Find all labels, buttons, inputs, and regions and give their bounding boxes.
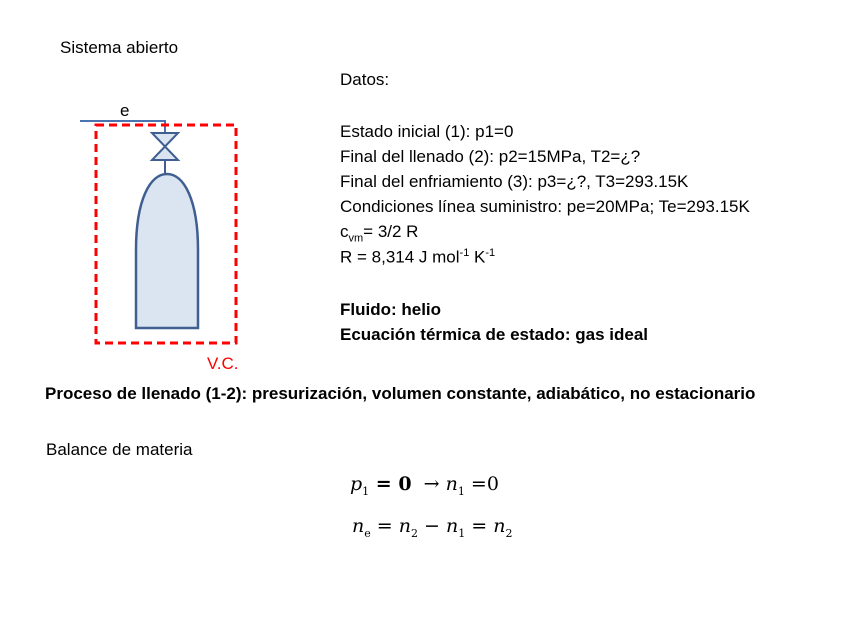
supply-conditions-line: Condiciones línea suministro: pe=20MPa; Te=293.15K xyxy=(340,197,750,216)
eq2-n2-sub: 2 xyxy=(411,526,419,540)
eq1-p: p xyxy=(350,473,363,495)
cvm-value: = 3/2 R xyxy=(363,222,419,241)
cvm-subscript: vm xyxy=(348,232,364,245)
eq2-n2b-sub: 2 xyxy=(505,526,513,540)
end-cooling-line: Final del enfriamiento (3): p3=¿?, T3=293.15K xyxy=(340,172,689,191)
eq1-rhs-value: =0 xyxy=(464,473,499,495)
mass-balance-heading: Balance de materia xyxy=(46,440,193,459)
cvm-symbol: c xyxy=(340,222,349,241)
eq2-ne: n xyxy=(352,515,365,537)
eq2-n2b: n xyxy=(493,515,506,537)
r-exp-k: -1 xyxy=(485,247,496,259)
initial-state-line: Estado inicial (1): p1=0 xyxy=(340,122,514,141)
data-heading: Datos: xyxy=(340,70,390,89)
fluid-line: Fluido: helio xyxy=(340,300,442,319)
eq1-p-sub: 1 xyxy=(362,484,370,498)
r-exp-mol: -1 xyxy=(459,247,470,259)
eq1-n: n xyxy=(445,473,458,495)
inlet-label: e xyxy=(120,101,130,120)
valve-icon xyxy=(152,133,178,160)
cvm-line xyxy=(340,222,418,244)
inlet-pipe xyxy=(80,121,165,133)
end-filling-line: Final del llenado (2): p2=15MPa, T2=¿? xyxy=(340,147,641,166)
eq2-equals-2: = xyxy=(465,515,494,537)
arrow-icon: → xyxy=(423,473,440,495)
eq1-n-sub: 1 xyxy=(457,484,465,498)
process-heading: Proceso de llenado (1-2): presurización, volumen constante, adiabático, no estacionario xyxy=(45,384,756,403)
gas-cylinder xyxy=(136,174,198,328)
equation-of-state-line: Ecuación térmica de estado: gas ideal xyxy=(340,325,649,344)
eq2-ne-sub: e xyxy=(364,526,371,540)
gas-constant-line xyxy=(340,247,495,268)
r-prefix: R = 8,314 J mol xyxy=(340,247,460,267)
equation-2 xyxy=(352,515,513,540)
eq2-n2: n xyxy=(398,515,412,537)
eq1-equals-zero: = 0 xyxy=(369,473,412,495)
equation-1 xyxy=(350,473,499,498)
eq2-minus: − xyxy=(418,515,447,537)
eq2-n1-sub: 1 xyxy=(458,526,466,540)
eq2-equals-1: = xyxy=(370,515,399,537)
control-volume-label: V.C. xyxy=(207,354,239,373)
r-mid: K xyxy=(469,247,486,267)
slide-title: Sistema abierto xyxy=(60,38,179,57)
eq2-n1: n xyxy=(446,515,459,537)
